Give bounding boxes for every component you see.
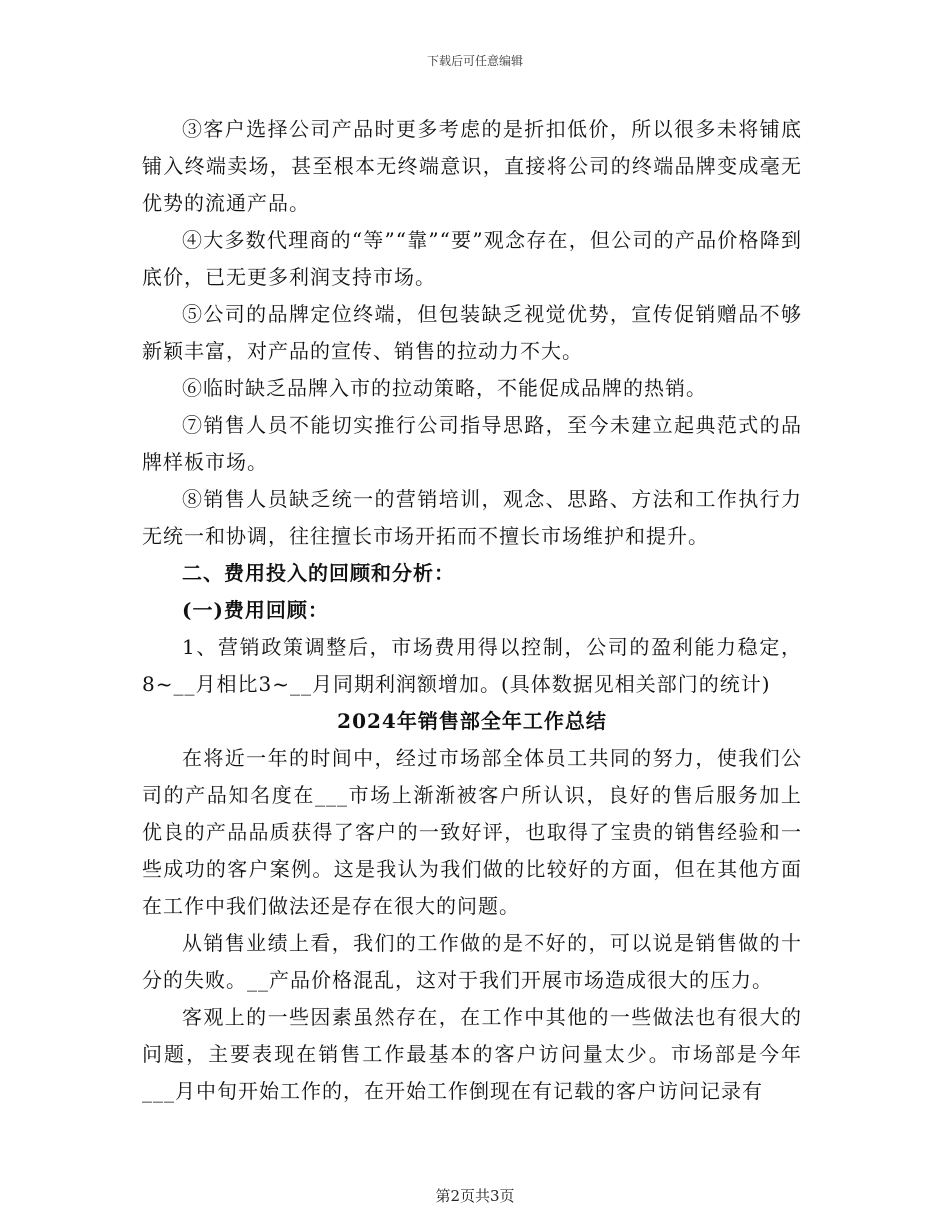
paragraph-item-8: ⑧销售人员缺乏统一的营销培训，观念、思路、方法和工作执行力无统一和协调，往往擅长市场开拓而不擅长市场维护和提升。 <box>142 487 802 548</box>
paragraph-item-7: ⑦销售人员不能切实推行公司指导思路，至今未建立起典范式的品牌样板市场。 <box>142 413 802 474</box>
document-title: 2024年销售部全年工作总结 <box>337 709 607 733</box>
section-heading: 二、费用投入的回顾和分析： <box>182 561 455 585</box>
paragraph-item-6: ⑥临时缺乏品牌入市的拉动策略，不能促成品牌的热销。 <box>182 376 707 400</box>
paragraph-summary-1: 在将近一年的时间中，经过市场部全体员工共同的努力，使我们公司的产品知名度在___市场上渐渐被客户所认识，良好的售后服务加上优良的产品品质获得了客户的一致好评，也取得了宝贵的销售经验和一些成功的客户案例。这是我认为我们做的比较好的方面，但在其他方面在工作中我们做法还是存在很大的问题。 <box>142 746 802 918</box>
paragraph-summary-3: 客观上的一些因素虽然存在，在工作中其他的一些做法也有很大的问题，主要表现在销售工作最基本的客户访问量太少。市场部是今年___月中旬开始工作的，在开始工作倒现在有记载的客户访问记录有 <box>142 1005 802 1103</box>
page-footer: 第2页共3页 <box>435 1187 515 1205</box>
paragraph-item-3: ③客户选择公司产品时更多考虑的是折扣低价，所以很多未将铺底铺入终端卖场，甚至根本无终端意识，直接将公司的终端品牌变成毫无优势的流通产品。 <box>142 117 802 215</box>
sub-heading: (一)费用回顾： <box>182 598 329 622</box>
paragraph-item-5: ⑤公司的品牌定位终端，但包装缺乏视觉优势，宣传促销赠品不够新颖丰富，对产品的宣传、销售的拉动力不大。 <box>142 302 802 363</box>
document-body <box>142 111 802 1110</box>
paragraph-cost-review: 1、营销政策调整后，市场费用得以控制，公司的盈利能力稳定，8~__月相比3~__月同期利润额增加。(具体数据见相关部门的统计) <box>142 635 802 696</box>
paragraph-item-4: ④大多数代理商的“等”“靠”“要”观念存在，但公司的产品价格降到底价，已无更多利润支持市场。 <box>142 228 802 289</box>
paragraph-summary-2: 从销售业绩上看，我们的工作做的是不好的，可以说是销售做的十分的失败。__产品价格混乱，这对于我们开展市场造成很大的压力。 <box>142 931 802 992</box>
page-header: 下载后可任意编辑 <box>426 54 523 68</box>
